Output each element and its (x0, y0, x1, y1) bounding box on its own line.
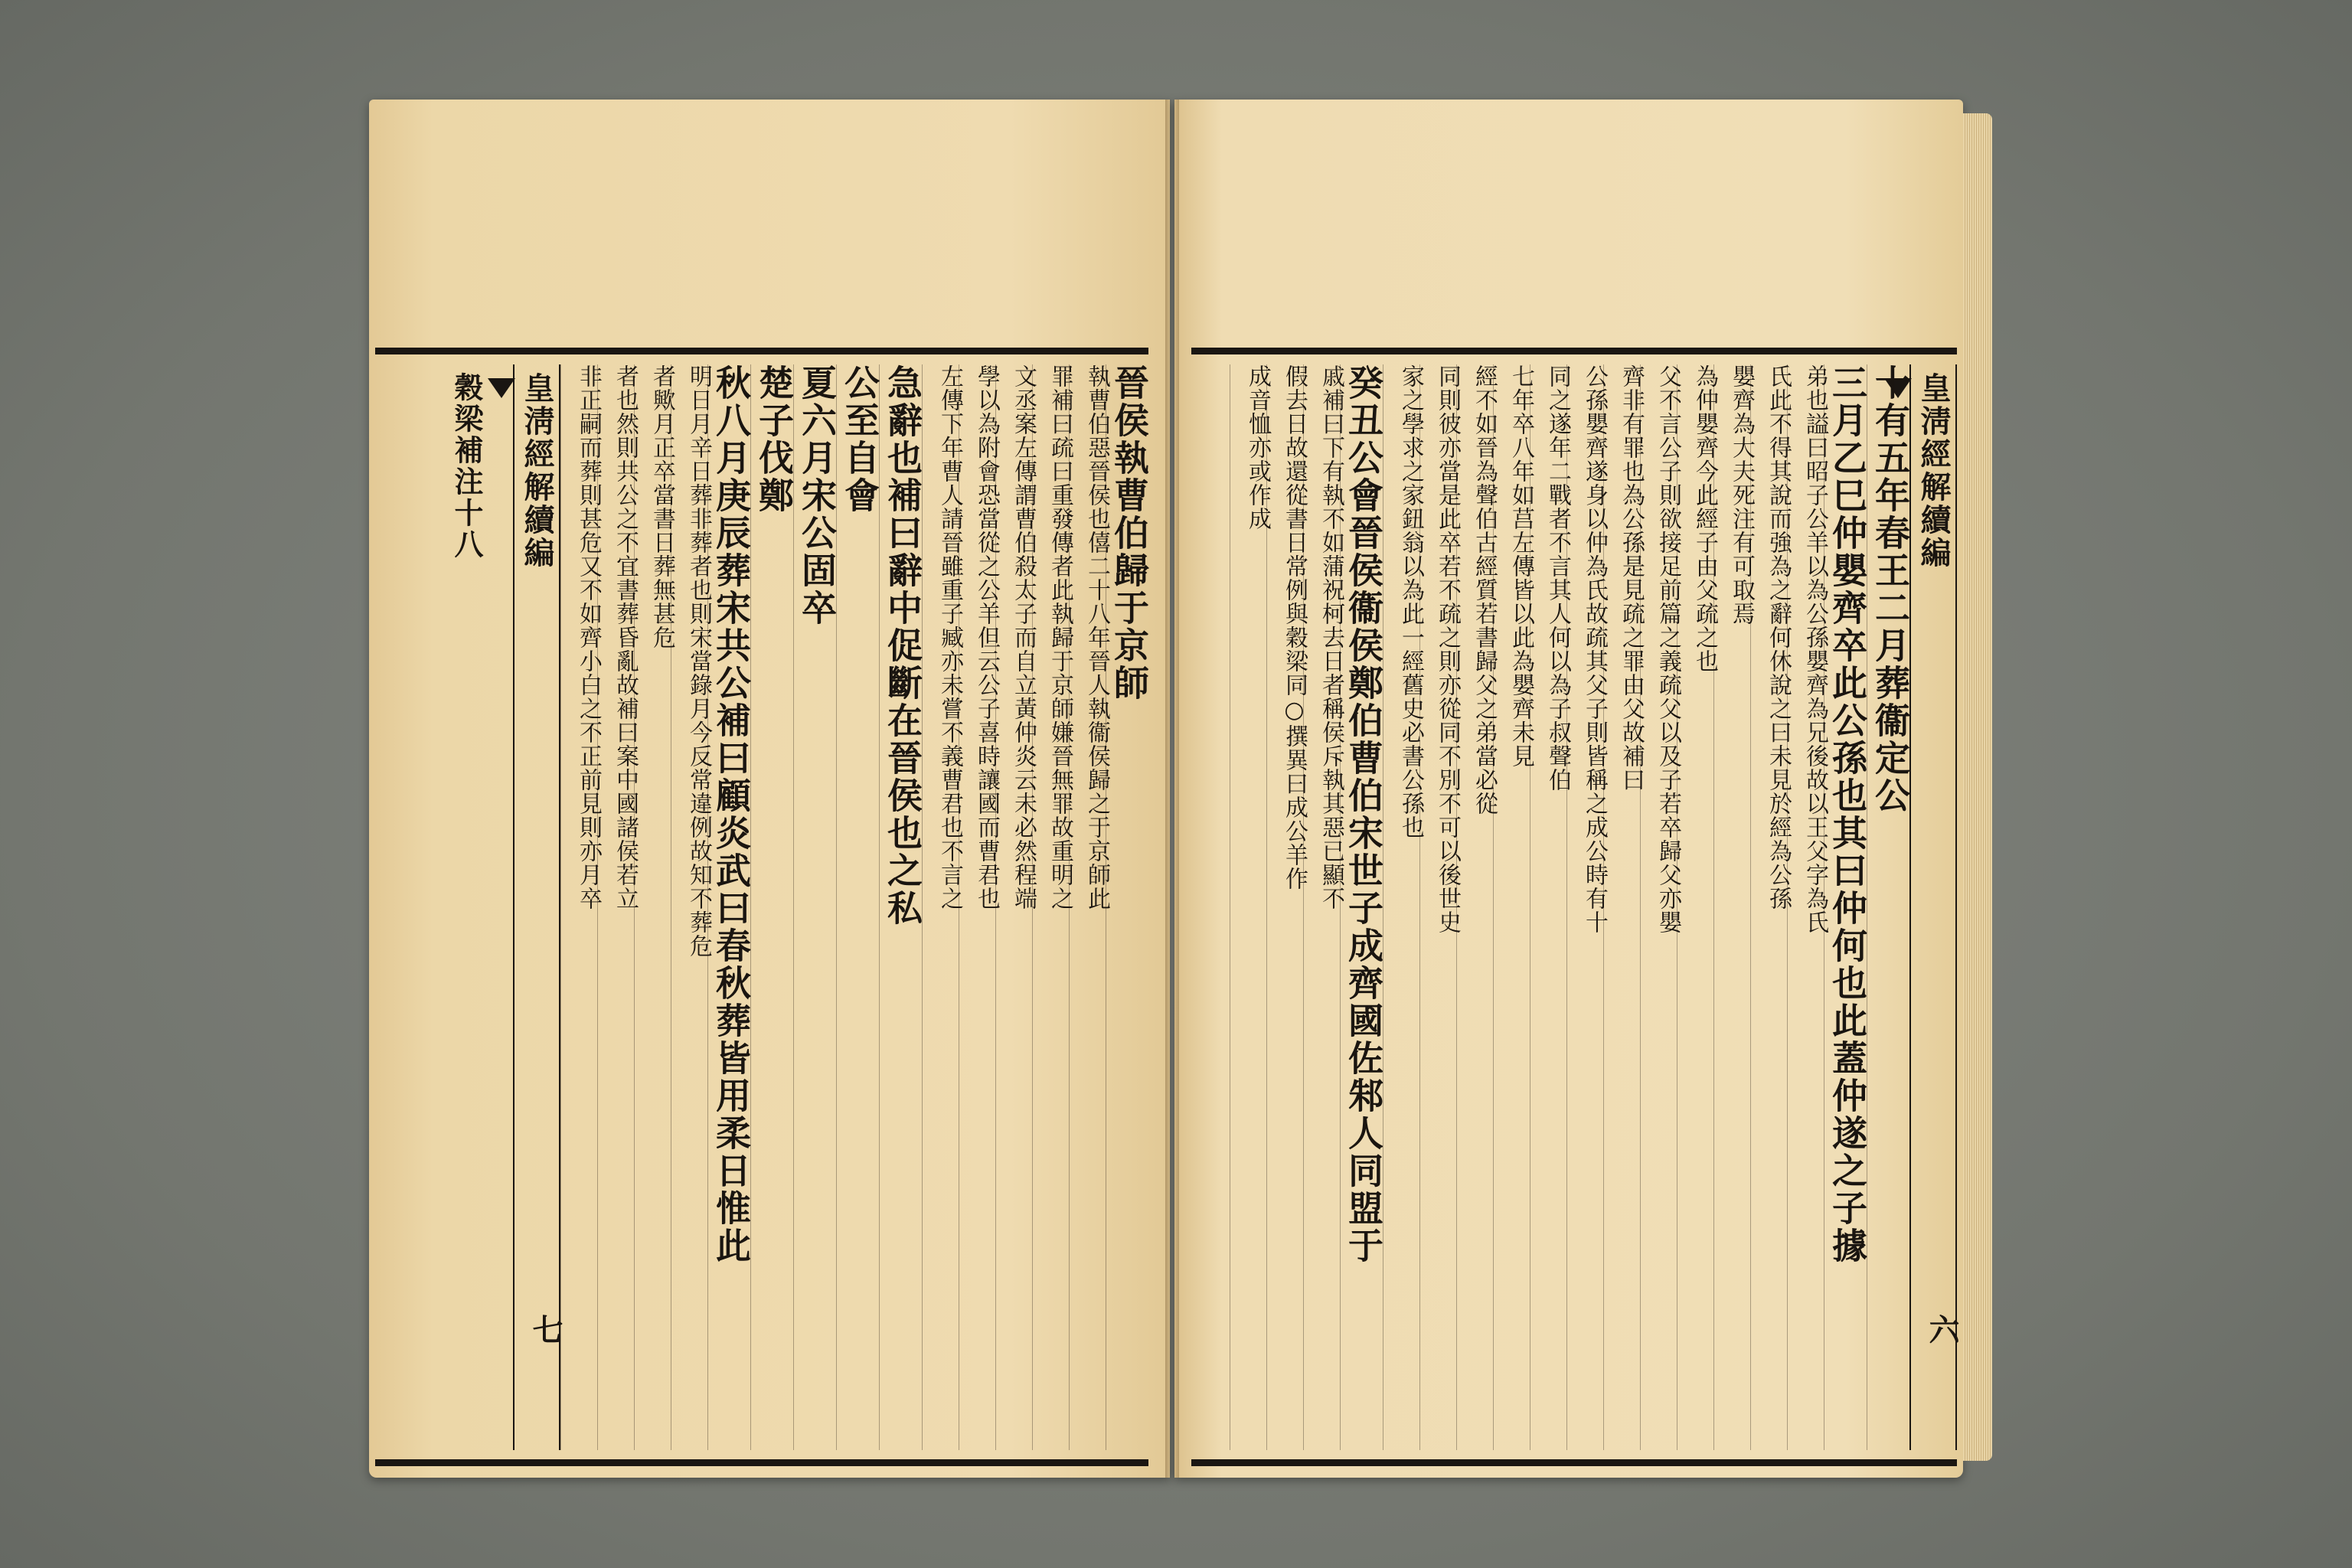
left_page-text-column: 學以為附會恐當從之公羊但云公子喜時讓國而曹君也 (959, 364, 995, 1450)
right_page-text-column: 父不言公子則欲接足前篇之義疏父以及子若卒歸父亦嬰 (1640, 364, 1677, 1450)
right_page-text-column: 齊非有罪也為公孫是見疏之罪由父故補曰 (1603, 364, 1640, 1450)
left-columns (375, 364, 1148, 1450)
right_page-text-column: 弟也謚曰昭子公羊以為公孫嬰齊為兄後故以王父字為氏 (1787, 364, 1824, 1450)
right-page (1174, 100, 1963, 1478)
left_page-text-column: 急辭也補曰辭中促斷在晉侯也之私 (879, 364, 922, 1450)
right_page-text-column: 戚補曰下有執不如蒲祝柯去日者稱侯斥執其惡已顯不 (1303, 364, 1340, 1450)
right-band (1909, 364, 1960, 1450)
right_page-text-column: 十有五年春王二月葬衞定公 (1867, 364, 1909, 1450)
left-top-rule (375, 348, 1148, 354)
page-edges (1963, 113, 1992, 1461)
left-band-title: 皇淸經解續編 (519, 372, 555, 570)
right_page-text-column: 假去日故還從書日常例與穀梁同○撰異曰成公羊作 (1266, 364, 1303, 1450)
left_page-text-column: 者也然則共公之不宜書葬昏亂故補曰案中國諸侯若立 (597, 364, 634, 1450)
right-text-frame (1191, 348, 1960, 1476)
left_page-text-column: 左傳下年曹人請晉雖重子臧亦未嘗不義曹君也不言之 (922, 364, 959, 1450)
right_page-text-column: 為仲嬰齊今此經子由父疏之也 (1677, 364, 1713, 1450)
left-band-sub: 穀梁補注十八 (449, 372, 484, 560)
left_page-text-column: 罪補曰疏曰重發傳者此執歸于京師嫌晉無罪故重明之 (1032, 364, 1069, 1450)
left-bottom-rule (375, 1459, 1148, 1466)
right_page-text-column: 七年卒八年如莒左傳皆以此為嬰齊未見 (1493, 364, 1530, 1450)
right_page-text-column: 氏此不得其說而強為之辭何休說之曰未見於經為公孫 (1750, 364, 1787, 1450)
left-page (369, 100, 1170, 1478)
left_page-text-column: 楚子伐鄭 (750, 364, 793, 1450)
right_page-text-column: 癸丑公會晉侯衞侯鄭伯曹伯宋世子成齊國佐邾人同盟于 (1340, 364, 1383, 1450)
right-bottom-rule (1191, 1459, 1957, 1466)
right_page-text-column: 嬰齊為大夫死注有可取焉 (1713, 364, 1750, 1450)
left_page-text-column: 文丞案左傳謂曹伯殺太子而自立黃仲炎云未必然程端 (995, 364, 1032, 1450)
right_page-text-column: 經不如晉為聲伯古經質若書歸父之弟當必從 (1456, 364, 1493, 1450)
right-columns (1191, 364, 1960, 1450)
left_page-text-column: 執曹伯惡晉侯也僖二十八年晉人執衞侯歸之于京師此 (1069, 364, 1106, 1450)
right_page-text-column: 家之學求之家鈕翁以為此一經舊史必書公孫也 (1383, 364, 1419, 1450)
left_page-text-column: 公至自會 (836, 364, 879, 1450)
left_page-text-column: 秋八月庚辰葬宋共公補曰顧炎武曰春秋葬皆用柔日惟此 (707, 364, 750, 1450)
right-folio: 六 (1924, 1314, 1960, 1347)
right_page-text-column: 三月乙巳仲嬰齊卒此公孫也其曰仲何也此蓋仲遂之子據 (1824, 364, 1867, 1450)
right_page-text-column: 同之遂年二戰者不言其人何以為子叔聲伯 (1530, 364, 1566, 1450)
left_page-text-column: 非正嗣而葬則甚危又不如齊小白之不正前見則亦月卒 (560, 364, 597, 1450)
right_page-text-column: 公孫嬰齊遂身以仲為氏故疏其父子則皆稱之成公時有十 (1566, 364, 1603, 1450)
right_page-text-column: 同則彼亦當是此卒若不疏之則亦從同不別不可以後世史 (1419, 364, 1456, 1450)
book-gutter (1165, 100, 1179, 1478)
left_page-text-column: 夏六月宋公固卒 (793, 364, 836, 1450)
left-text-frame (375, 348, 1148, 1476)
left-band (449, 364, 564, 1450)
right_page-text-column: 成音恤亦或作成 (1230, 364, 1266, 1450)
open-book (369, 100, 2007, 1478)
left_page-text-column: 者歟月正卒當書日葬無甚危 (634, 364, 671, 1450)
left_page-text-column: 明日月辛日葬非葬者也則宋當錄月今反常違例故知不葬危 (671, 364, 707, 1450)
fish-tail-mark-icon (488, 378, 515, 398)
right-band-title: 皇淸經解續編 (1916, 372, 1952, 570)
left_page-text-column: 晉侯執曹伯歸于京師 (1106, 364, 1148, 1450)
left-folio: 七 (528, 1314, 564, 1347)
right-top-rule (1191, 348, 1957, 354)
